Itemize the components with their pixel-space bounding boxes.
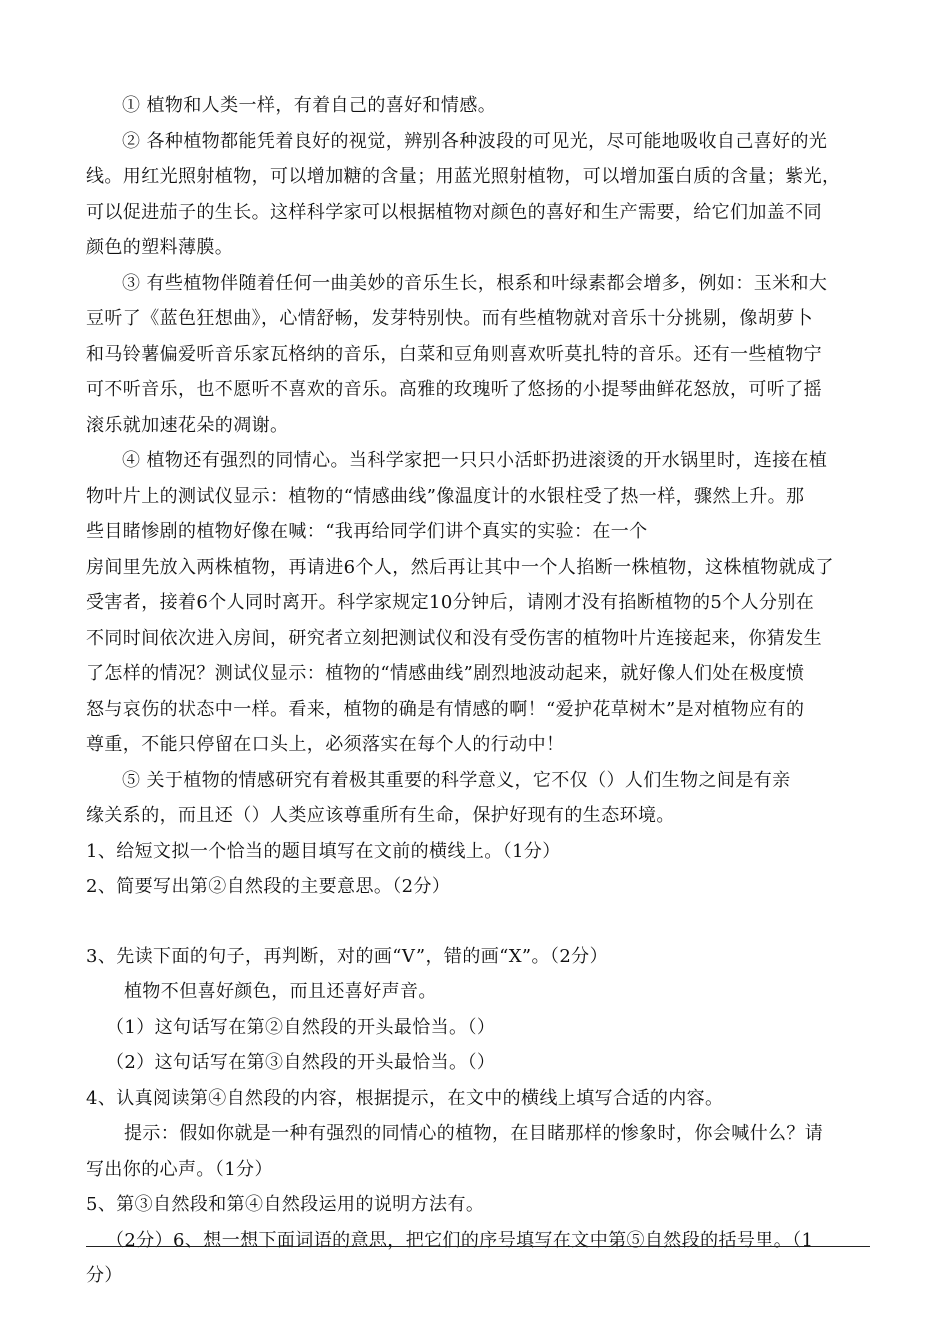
paragraph-5-line: ⑤ 关于植物的情感研究有着极其重要的科学意义，它不仅（）人们生物之间是有亲 — [122, 769, 791, 791]
paragraph-4-line: 物叶片上的测试仪显示：植物的“情感曲线”像温度计的水银柱受了热一样，骤然上升。那 — [86, 485, 805, 507]
question-6: （2分）6、想一想下面词语的意思，把它们的序号填写在文中第⑤自然段的括号里。（1 — [106, 1229, 814, 1251]
paragraph-3-line: ③ 有些植物伴随着任何一曲美妙的音乐生长，根系和叶绿素都会增多，例如：玉米和大 — [122, 272, 828, 294]
question-3-option-1: （1）这句话写在第②自然段的开头最恰当。（） — [106, 1016, 496, 1038]
question-1: 1、给短文拟一个恰当的题目填写在文前的横线上。（1分） — [86, 840, 561, 862]
paragraph-3-line: 和马铃薯偏爱听音乐家瓦格纳的音乐，白菜和豆角则喜欢听莫扎特的音乐。还有一些植物宁 — [86, 343, 822, 365]
paragraph-4-line: ④ 植物还有强烈的同情心。当科学家把一只只小活虾扔进滚烫的开水锅里时，连接在植 — [122, 450, 828, 471]
paragraph-4-line: 房间里先放入两株植物，再请进6个人，然后再让其中一个人掐断一株植物，这株植物就成了 — [86, 556, 834, 578]
paragraph-4-line: 受害者，接着6个人同时离开。科学家规定10分钟后，请刚才没有掐断植物的5个人分别在 — [86, 592, 815, 613]
paragraph-3-line: 可不听音乐，也不愿听不喜欢的音乐。高雅的玫瑰听了悠扬的小提琴曲鲜花怒放，可听了摇 — [86, 379, 822, 400]
answer-space — [86, 905, 870, 939]
question-3-sentence: 植物不但喜好颜色，而且还喜好声音。 — [124, 981, 437, 1002]
paragraph-2-line: 可以促进茄子的生长。这样科学家可以根据植物对颜色的喜好和生产需要，给它们加盖不同 — [86, 201, 822, 223]
question-4-hint: 提示：假如你就是一种有强烈的同情心的植物，在目睹那样的惨象时，你会喊什么？请 — [124, 1123, 824, 1144]
paragraph-4-line: 怒与哀伤的状态中一样。看来，植物的确是有情感的啊！“爱护花草树木”是对植物应有的 — [86, 698, 805, 720]
paragraph-2-line: 线。用红光照射植物，可以增加糖的含量；用蓝光照射植物，可以增加蛋白质的含量；紫光， — [86, 166, 841, 187]
question-2: 2、简要写出第②自然段的主要意思。（2分） — [86, 876, 451, 897]
paragraph-4-line: 不同时间依次进入房间，研究者立刻把测试仪和没有受伤害的植物叶片连接起来，你猜发生 — [86, 627, 822, 649]
question-5: 5、第③自然段和第④自然段运用的说明方法有。 — [86, 1194, 485, 1215]
question-3: 3、先读下面的句子，再判断，对的画“V”，错的画“X”。（2分） — [86, 945, 608, 967]
paragraph-4-line: 了怎样的情况？测试仪显示：植物的“情感曲线”剧烈地波动起来，就好像人们处在极度愤 — [86, 663, 805, 684]
paragraph-2-line: 颜色的塑料薄膜。 — [86, 237, 234, 258]
paragraph-3-line: 滚乐就加速花朵的凋谢。 — [86, 414, 289, 436]
paragraph-5-line: 缘关系的，而且还（）人类应该尊重所有生命，保护好现有的生态环境。 — [86, 805, 675, 826]
question-3-option-2: （2）这句话写在第③自然段的开头最恰当。（） — [106, 1052, 496, 1073]
footer-rule — [86, 1246, 870, 1247]
worksheet-page — [86, 88, 870, 1294]
question-6: 分） — [86, 1265, 123, 1286]
question-4: 4、认真阅读第④自然段的内容，根据提示，在文中的横线上填写合适的内容。 — [86, 1087, 724, 1109]
paragraph-4-line: 尊重，不能只停留在口头上，必须落实在每个人的行动中！ — [86, 734, 565, 755]
paragraph-4-line: 些目睹惨剧的植物好像在喊：“我再给同学们讲个真实的实验：在一个 — [86, 521, 648, 542]
paragraph-2-line: ② 各种植物都能凭着良好的视觉，辨别各种波段的可见光，尽可能地吸收自己喜好的光 — [122, 130, 828, 152]
paragraph-3-line: 豆听了《蓝色狂想曲》，心情舒畅，发芽特别快。而有些植物就对音乐十分挑剔，像胡萝卜 — [86, 308, 813, 329]
paragraph-1-line: ① 植物和人类一样，有着自己的喜好和情感。 — [122, 95, 497, 116]
question-4-hint: 写出你的心声。（1分） — [86, 1158, 273, 1180]
